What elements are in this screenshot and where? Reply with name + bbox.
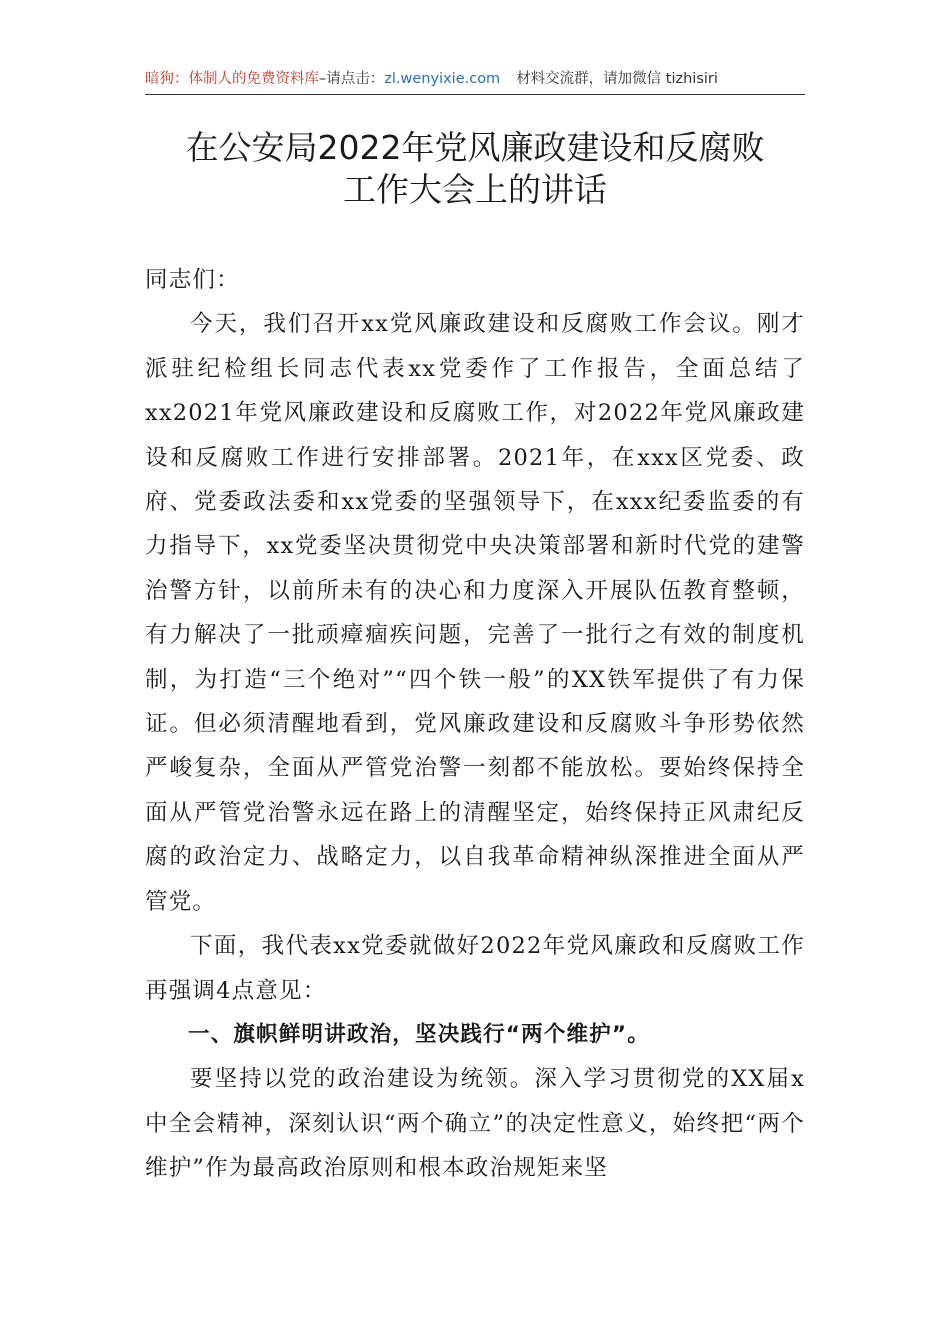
paragraph: 今天，我们召开xx党风廉政建设和反腐败工作会议。刚才派驻纪检组长同志代表xx党委作了工作报告，全面总结了xx2021年党风廉政建设和反腐败工作，对2022年党风廉政建设和反腐败工作进行安排部署。2021年，在xxx区党委、政府、党委政法委和xx党委的坚强领导下，在xxx纪委监委的有力指导下，xx党委坚决贯彻党中央决策部署和新时代党的建警治警方针，以前所未有的决心和力度深入开展队伍教育整顿，有力解决了一批顽瘴痼疾问题，完善了一批行之有效的制度机制，为打造“三个绝对”“四个铁一般”的XX铁军提供了有力保证。但必须清醒地看到，党风廉政建设和反腐败斗争形势依然严峻复杂，全面从严管党治警一刻都不能放松。要始终保持全面从严管党治警永远在路上的清醒坚定，始终保持正风肃纪反腐的政治定力、战略定力，以自我革命精神纵深推进全面从严管党。 xyxy=(145,311,805,915)
header-banner xyxy=(145,68,805,95)
header-group-text: 材料交流群，请加微信 tizhisiri xyxy=(516,71,718,87)
paragraph: 要坚持以党的政治建设为统领。深入学习贯彻党的XX届x中全会精神，深刻认识“两个确立”的决定性意义，始终把“两个维护”作为最高政治原则和根本政治规矩来坚 xyxy=(145,1066,805,1182)
section-heading: 一、旗帜鲜明讲政治，坚决践行“两个维护”。 xyxy=(188,1021,650,1047)
document-title-line-2: 工作大会上的讲话 xyxy=(343,170,607,209)
salutation: 同志们： xyxy=(145,267,240,293)
header-click-label: –请点击： xyxy=(319,71,385,87)
header-url-link[interactable]: zl.wenyixie.com xyxy=(384,71,501,87)
header-brand: 暗狗：体制人的免费资料库 xyxy=(145,71,319,87)
document-title-line-1: 在公安局2022年党风廉政建设和反腐败 xyxy=(185,128,765,167)
document-body xyxy=(145,258,805,1191)
paragraph: 下面，我代表xx党委就做好2022年党风廉政和反腐败工作再强调4点意见： xyxy=(145,933,805,1004)
